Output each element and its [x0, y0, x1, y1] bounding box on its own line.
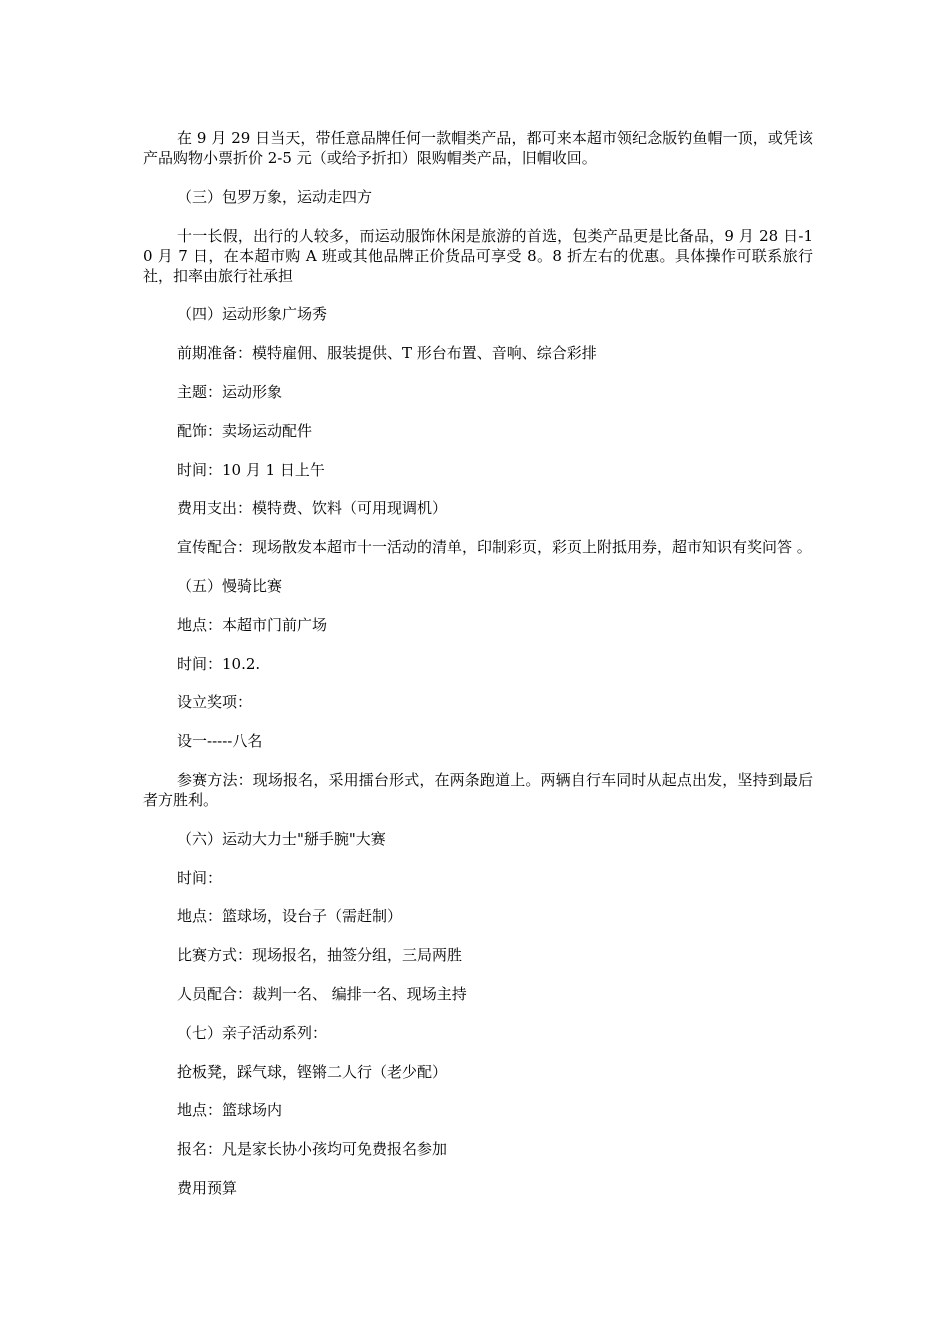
paragraph-theme: 主题：运动形象: [177, 382, 283, 401]
paragraph-accessories: 配饰：卖场运动配件: [177, 421, 313, 440]
paragraph-preparation: 前期准备：模特雇佣、服装提供、T 形台布置、音响、综合彩排: [177, 344, 597, 363]
document-body: [143, 128, 813, 1217]
paragraph-staffing: 人员配合：裁判一名、 编排一名、现场主持: [177, 984, 467, 1003]
paragraph-awards: 设立奖项：: [177, 693, 253, 712]
section-heading-5: （五）慢骑比赛: [177, 576, 283, 595]
paragraph-time-show: 时间：10 月 1 日上午: [177, 460, 325, 479]
section-heading-7: （七）亲子活动系列：: [177, 1023, 328, 1042]
paragraph-race-method: 参赛方法：现场报名，采用擂台形式，在两条跑道上。两辆自行车同时从起点出发，坚持到最后者方胜利。: [143, 770, 813, 809]
paragraph-location-court: 地点：篮球场，设台子（需赶制）: [177, 907, 403, 926]
section-heading-4: （四）运动形象广场秀: [177, 305, 328, 324]
paragraph-match-format: 比赛方式：现场报名，抽签分组，三局两胜: [177, 946, 463, 965]
section-heading-3: （三）包罗万象，运动走四方: [177, 187, 373, 206]
paragraph-location-inside-court: 地点：篮球场内: [177, 1101, 283, 1120]
paragraph-hat-promotion: 在 9 月 29 日当天，带任意品牌任何一款帽类产品，都可来本超市领纪念版钓鱼帽一顶，或凭该产品购物小票折价 2-5 元（或给予折扣）限购帽类产品，旧帽收回。: [143, 129, 813, 167]
paragraph-location-plaza: 地点：本超市门前广场: [177, 615, 328, 634]
paragraph-award-places: 设一-----八名: [177, 732, 263, 751]
paragraph-time-armwrestling: 时间：: [177, 868, 223, 887]
paragraph-time-race: 时间：10.2.: [177, 654, 261, 673]
section-heading-6: （六）运动大力士"掰手腕"大赛: [177, 829, 386, 848]
paragraph-expenses: 费用支出：模特费、饮料（可用现调机）: [177, 499, 448, 518]
paragraph-budget: 费用预算: [177, 1178, 238, 1197]
paragraph-travel-bags: 十一长假，出行的人较多，而运动服饰休闲是旅游的首选，包类产品更是比备品，9 月 28 日-10 月 7 日，在本超市购 A 班或其他品牌正价货品可享受 8。8 折左右的优惠。具体操作可联系旅行社，扣率由旅行社承担: [143, 226, 813, 285]
paragraph-publicity: 宣传配合：现场散发本超市十一活动的清单，印制彩页，彩页上附抵用券，超市知识有奖问答 。: [177, 538, 812, 557]
paragraph-parent-child-games: 抢板凳，踩气球，铿锵二人行（老少配）: [177, 1062, 448, 1081]
paragraph-registration: 报名：凡是家长协小孩均可免费报名参加: [177, 1140, 448, 1159]
